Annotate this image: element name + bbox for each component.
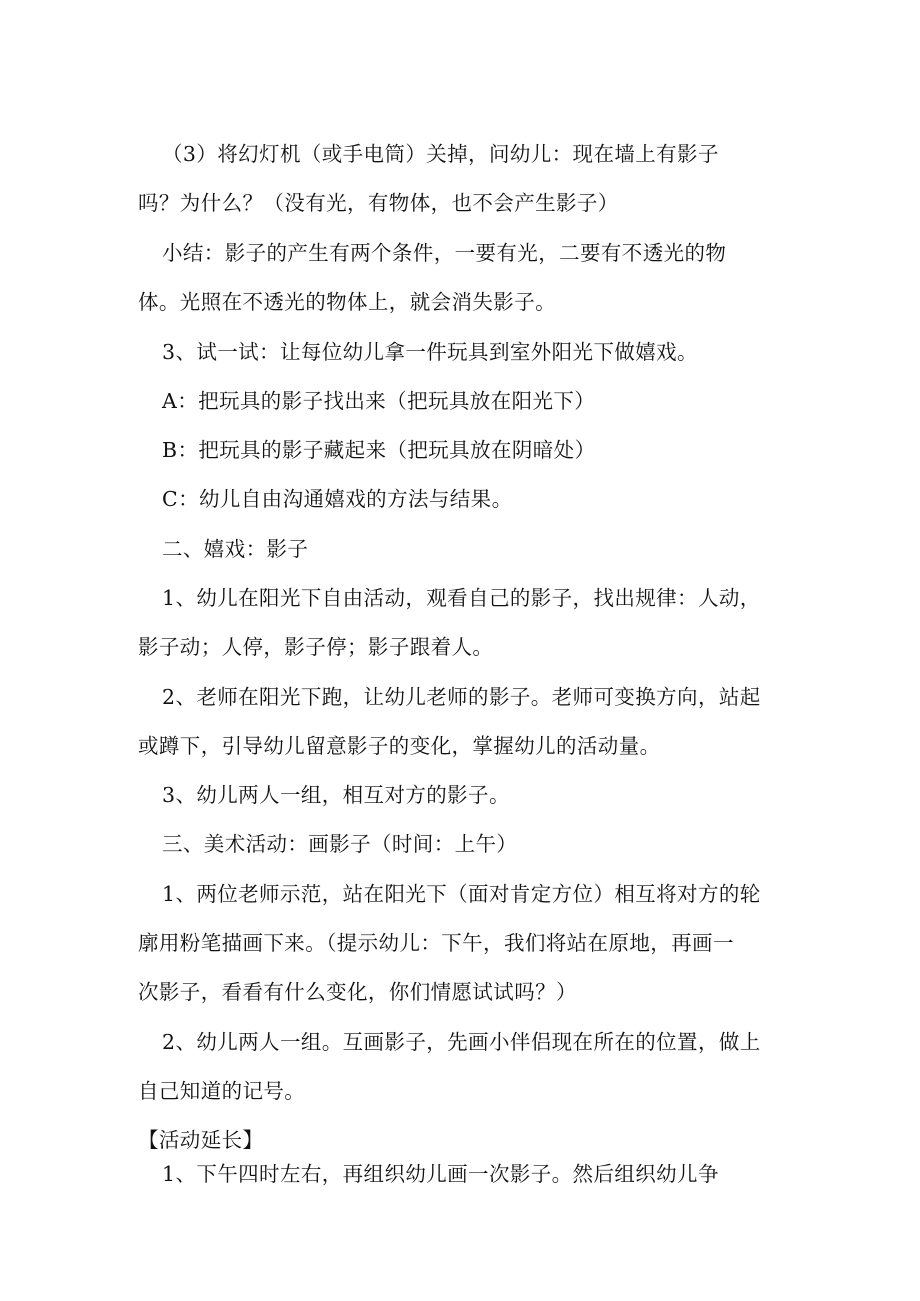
text-line: 1、下午四时左右，再组织幼儿画一次影子。然后组织幼儿争 (162, 1162, 719, 1186)
text-line: B：把玩具的影子藏起来（把玩具放在阴暗处） (162, 438, 596, 462)
section-heading: 三、美术活动：画影子（时间：上午） (162, 832, 518, 856)
text-line: 吗？为什么？（没有光，有物体，也不会产生影子） (138, 191, 619, 215)
text-line: 影子动；人停，影子停；影子跟着人。 (138, 635, 494, 659)
text-line: （3）将幻灯机（或手电筒）关掉，问幼儿：现在墙上有影子 (162, 142, 719, 166)
text-line: 廓用粉笔描画下来。（提示幼儿：下午，我们将站在原地，再画一 (138, 931, 734, 955)
text-line: 3、试一试：让每位幼儿拿一件玩具到室外阳光下做嬉戏。 (162, 340, 698, 364)
text-line: 体。光照在不透光的物体上，就会消失影子。 (138, 290, 556, 314)
text-line: 2、老师在阳光下跑，让幼儿老师的影子。老师可变换方向，站起 (162, 685, 761, 709)
text-line: 1、两位老师示范，站在阳光下（面对肯定方位）相互将对方的轮 (162, 882, 761, 906)
text-line: 3、幼儿两人一组，相互对方的影子。 (162, 783, 510, 807)
text-line: 或蹲下，引导幼儿留意影子的变化，掌握幼儿的活动量。 (138, 734, 661, 758)
text-line: 次影子，看看有什么变化，你们情愿试试吗？） (138, 980, 577, 1004)
text-line: 2、幼儿两人一组。互画影子，先画小伴侣现在所在的位置，做上 (162, 1030, 761, 1054)
section-heading: 二、嬉戏：影子 (162, 537, 309, 561)
text-line: 1、幼儿在阳光下自由活动，观看自己的影子，找出规律：人动， (162, 586, 761, 610)
text-line: C：幼儿自由沟通嬉戏的方法与结果。 (162, 487, 513, 511)
section-heading: 【活动延长】 (138, 1128, 264, 1152)
text-line: A：把玩具的影子找出来（把玩具放在阳光下） (162, 389, 596, 413)
text-line: 自己知道的记号。 (138, 1079, 306, 1103)
text-line: 小结：影子的产生有两个条件，一要有光，二要有不透光的物 (162, 241, 727, 265)
